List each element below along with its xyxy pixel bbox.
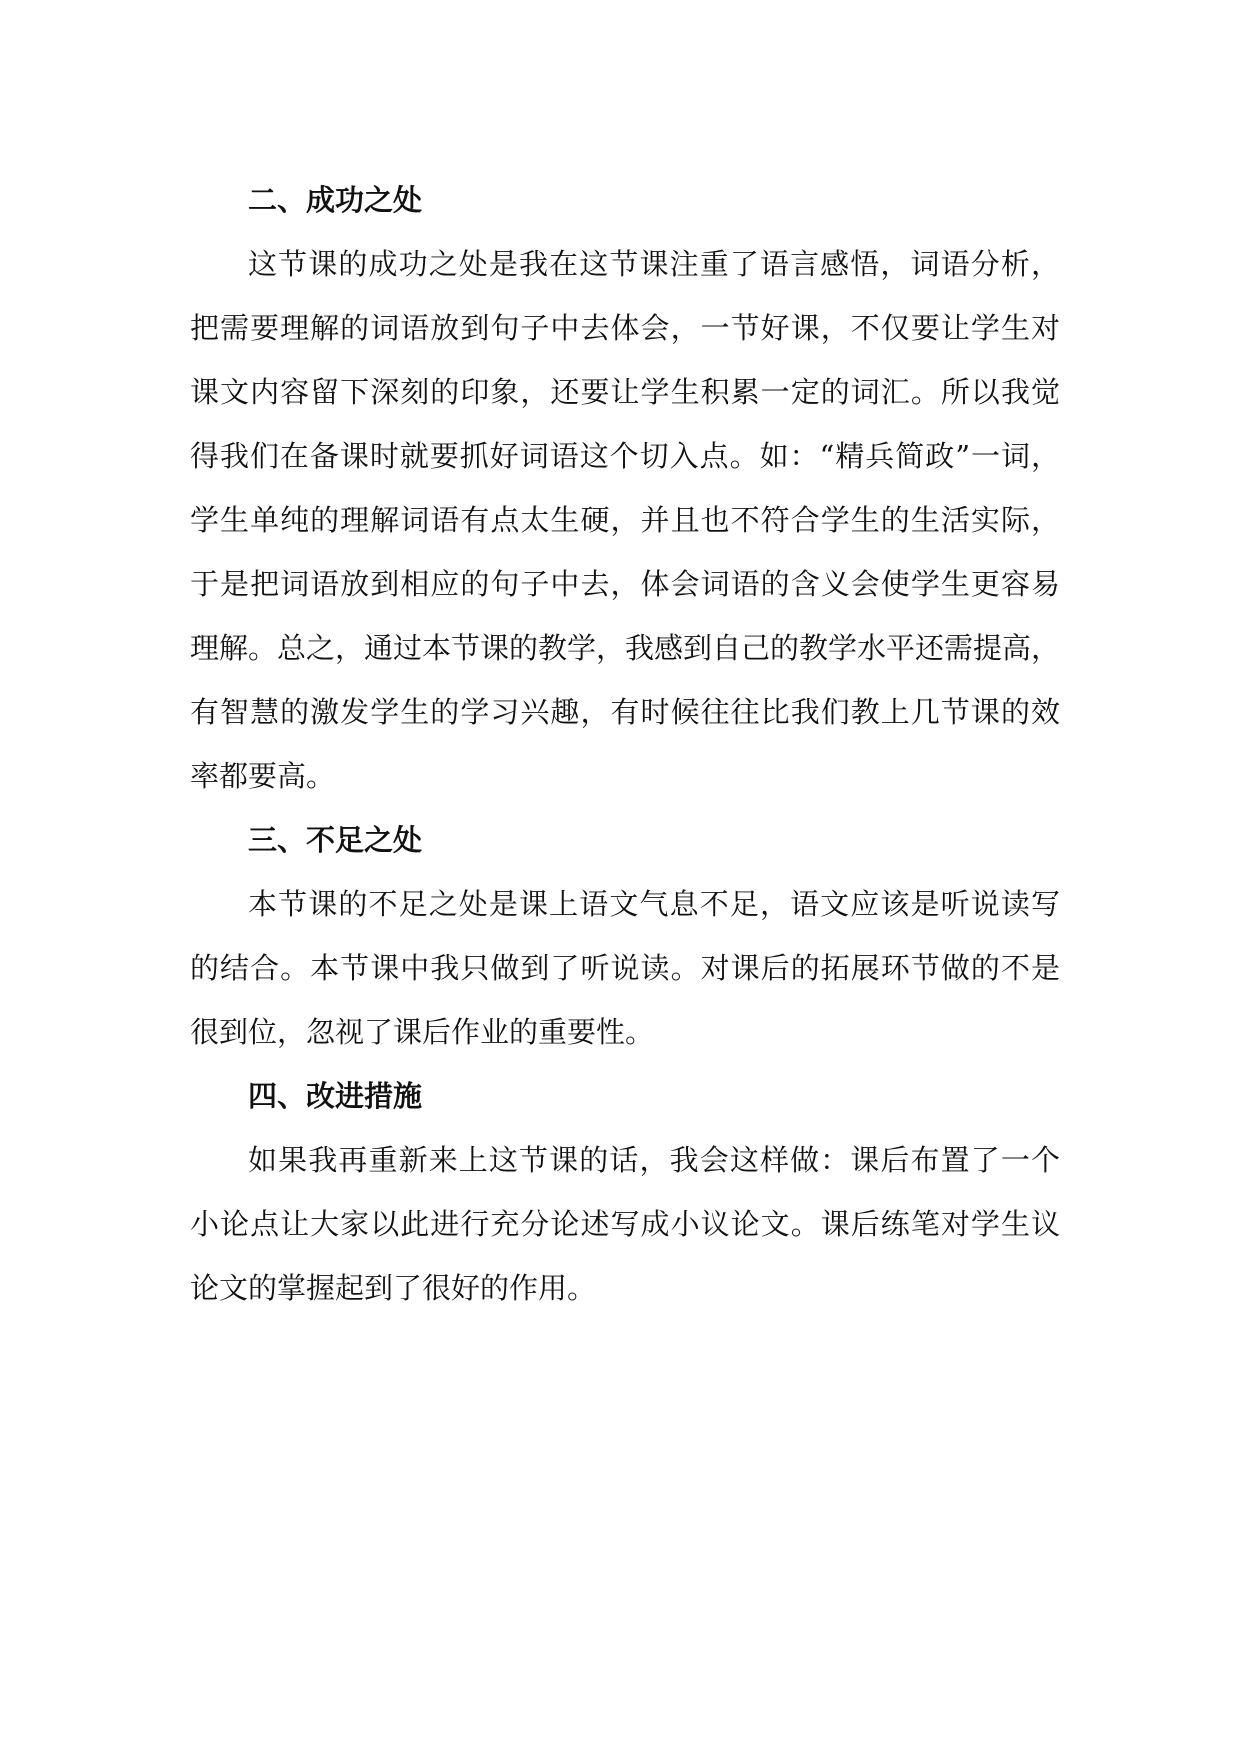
paragraph-line: 有智慧的激发学生的学习兴趣，有时候往往比我们教上几节课的效 [190, 695, 1060, 729]
paragraph-line: 于是把词语放到相应的句子中去，体会词语的含义会使学生更容易 [190, 567, 1060, 601]
section-heading: 三、不足之处 [248, 823, 423, 857]
paragraph-line: 这节课的成功之处是我在这节课注重了语言感悟，词语分析， [248, 247, 1060, 281]
paragraph-line: 理解。总之，通过本节课的教学，我感到自己的教学水平还需提高， [190, 631, 1061, 665]
section-paragraph [190, 232, 1060, 808]
section-paragraph [190, 872, 1060, 1064]
paragraph-line: 学生单纯的理解词语有点太生硬，并且也不符合学生的生活实际， [190, 503, 1060, 537]
paragraph-line: 的结合。本节课中我只做到了听说读。对课后的拓展环节做的不是 [190, 951, 1060, 985]
paragraph-line: 小论点让大家以此进行充分论述写成小议论文。课后练笔对学生议 [190, 1207, 1060, 1241]
section-heading: 二、成功之处 [248, 183, 423, 217]
paragraph-line: 如果我再重新来上这节课的话，我会这样做：课后布置了一个 [248, 1143, 1060, 1177]
paragraph-line: 课文内容留下深刻的印象，还要让学生积累一定的词汇。所以我觉 [190, 375, 1060, 409]
document-page [190, 168, 1060, 1320]
paragraph-line: 率都要高。 [190, 759, 336, 793]
paragraph-line: 本节课的不足之处是课上语文气息不足，语文应该是听说读写 [248, 887, 1060, 921]
paragraph-line: 很到位，忽视了课后作业的重要性。 [190, 1015, 655, 1049]
section-paragraph [190, 1128, 1060, 1320]
section-heading: 四、改进措施 [248, 1079, 423, 1113]
paragraph-line: 把需要理解的词语放到句子中去体会，一节好课，不仅要让学生对 [190, 311, 1060, 345]
paragraph-line: 得我们在备课时就要抓好词语这个切入点。如：“精兵简政”一词， [190, 439, 1060, 473]
paragraph-line: 论文的掌握起到了很好的作用。 [190, 1271, 597, 1305]
